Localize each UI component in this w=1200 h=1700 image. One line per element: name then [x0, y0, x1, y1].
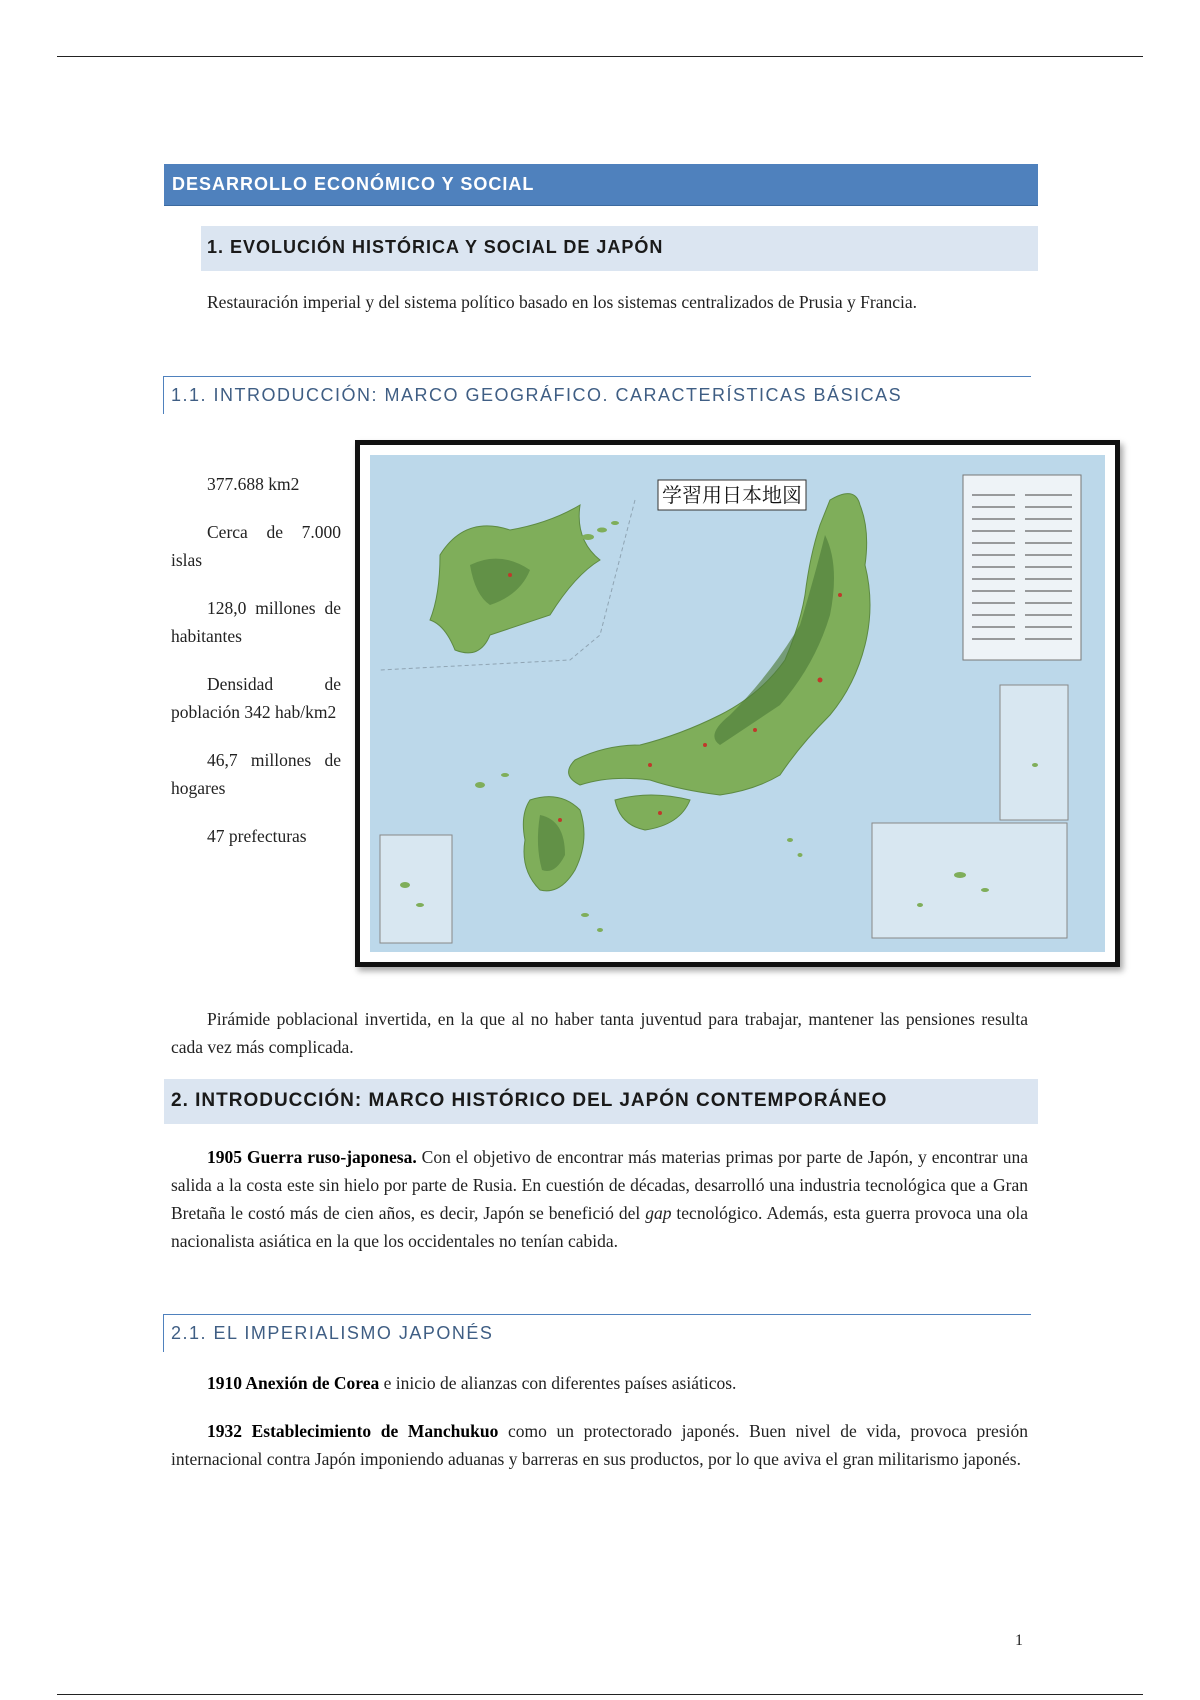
- fact-density: Densidad de población 342 hab/km2: [171, 674, 341, 722]
- war-1905-paragraph: [171, 1143, 1028, 1255]
- main-heading: DESARROLLO ECONÓMICO Y SOCIAL: [164, 164, 1038, 206]
- intro-paragraph: Restauración imperial y del sistema político basado en los sistemas centralizados de Prusia y Francia.: [207, 292, 918, 312]
- page-number: 1: [1015, 1632, 1023, 1649]
- bottom-rule: [57, 1694, 1143, 1695]
- map-inset-south: [872, 823, 1067, 938]
- section-1-heading: 1. EVOLUCIÓN HISTÓRICA Y SOCIAL DE JAPÓN: [201, 226, 1038, 271]
- section-2-heading: 2. INTRODUCCIÓN: MARCO HISTÓRICO DEL JAPÓN CONTEMPORÁNEO: [164, 1079, 1038, 1124]
- map-title: 学習用日本地図: [662, 483, 802, 507]
- fact-population: 128,0 millones de habitantes: [171, 598, 341, 646]
- japan-map-svg: [360, 445, 1115, 962]
- korea-text: e inicio de alianzas con diferentes países asiáticos.: [379, 1373, 737, 1393]
- facts-list: [171, 470, 341, 870]
- subsection-1-1-heading: 1.1. INTRODUCCIÓN: MARCO GEOGRÁFICO. CARACTERÍSTICAS BÁSICAS: [163, 376, 1031, 414]
- fact-islands: Cerca de 7.000 islas: [171, 522, 341, 570]
- fact-prefectures: 47 prefecturas: [207, 826, 307, 846]
- war-1905-text-a: Con el objetivo de encontrar más materias primas por parte de Japón, y encontrar una salida a la costa este sin hielo por parte de Rusia. En cuestión de décadas, desarrolló una industria tecnológica que a Gran Bretaña le costó más de cien años, es decir, Japón se benefició del: [171, 1147, 1029, 1223]
- fact-households: 46,7 millones de hogares: [171, 750, 341, 798]
- subsection-2-1-heading: 2.1. EL IMPERIALISMO JAPONÉS: [163, 1314, 1031, 1352]
- map-inset-okinawa: [380, 835, 452, 943]
- manchukuo-lead: 1932 Establecimiento de Manchukuo: [207, 1421, 499, 1441]
- war-1905-lead: 1905 Guerra ruso-japonesa.: [207, 1147, 417, 1167]
- manchukuo-paragraph: [171, 1417, 1028, 1473]
- war-1905-text-b: tecnológico. Además, esta guerra provoca una ola nacionalista asiática en la que los occidentales no tenían cabida.: [171, 1203, 1028, 1251]
- fact-area: 377.688 km2: [207, 474, 300, 494]
- war-1905-gap: gap: [645, 1203, 672, 1223]
- korea-lead: 1910 Anexión de Corea: [207, 1373, 380, 1393]
- pyramid-paragraph: Pirámide poblacional invertida, en la que al no haber tanta juventud para trabajar, mantener las pensiones resulta cada vez más complicada.: [171, 1009, 1028, 1057]
- manchukuo-text: como un protectorado japonés. Buen nivel de vida, provoca presión internacional contra Japón imponiendo aduanas y barreras en sus productos, por lo que aviva el gran militarismo japonés.: [171, 1421, 1028, 1469]
- korea-paragraph: [171, 1369, 1028, 1397]
- map-inset-islands: [1000, 685, 1068, 820]
- japan-map-image: [355, 440, 1120, 967]
- top-rule: [57, 56, 1143, 57]
